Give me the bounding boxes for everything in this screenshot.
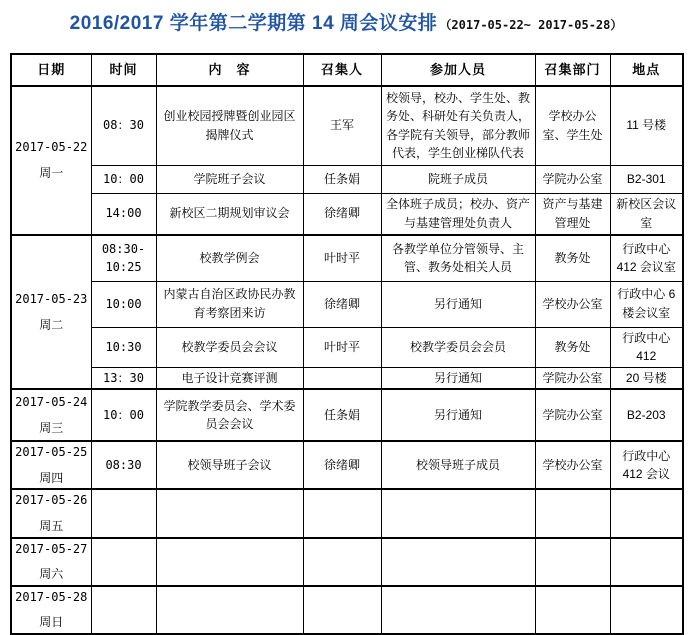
department-cell bbox=[535, 586, 610, 634]
convener-cell: 徐绪卿 bbox=[303, 441, 381, 489]
participants-cell: 全体班子成员；校办、资产与基建管理处负责人 bbox=[381, 193, 535, 235]
date-text: 2017-05-28 bbox=[15, 589, 88, 604]
weekday-text: 周五 bbox=[39, 519, 64, 534]
time-cell: 08:30-10:25 bbox=[91, 235, 156, 281]
table-row bbox=[11, 327, 683, 367]
location-cell: 新校区会议室 bbox=[610, 193, 683, 235]
participants-cell: 校教学委员会会员 bbox=[381, 327, 535, 367]
convener-cell bbox=[303, 586, 381, 634]
col-header-time: 时间 bbox=[91, 54, 156, 86]
time-cell bbox=[91, 586, 156, 634]
location-cell: B2-203 bbox=[610, 389, 683, 441]
content-cell: 创业校园授牌暨创业园区揭牌仪式 bbox=[156, 86, 303, 165]
participants-cell: 校领导班子成员 bbox=[381, 441, 535, 489]
table-row bbox=[11, 281, 683, 327]
department-cell: 教务处 bbox=[535, 327, 610, 367]
date-cell bbox=[11, 235, 91, 389]
date-text: 2017-05-23 bbox=[15, 292, 88, 307]
department-cell: 学校办公室、学生处 bbox=[535, 86, 610, 165]
table-row bbox=[11, 489, 683, 537]
time-cell: 10:00 bbox=[91, 281, 156, 327]
time-cell: 10：00 bbox=[91, 389, 156, 441]
participants-cell: 校领导，校办、学生处、教务处、科研处有关负责人，各学院有关领导，部分教师代表，学生创业梯队代表 bbox=[381, 86, 535, 165]
time-cell: 10：00 bbox=[91, 165, 156, 193]
table-row bbox=[11, 165, 683, 193]
participants-cell bbox=[381, 586, 535, 634]
date-cell bbox=[11, 86, 91, 235]
department-cell bbox=[535, 538, 610, 586]
content-cell: 校领导班子会议 bbox=[156, 441, 303, 489]
date-cell bbox=[11, 389, 91, 441]
department-cell: 学校办公室 bbox=[535, 281, 610, 327]
convener-cell: 叶时平 bbox=[303, 235, 381, 281]
content-cell bbox=[156, 538, 303, 586]
participants-cell: 另行通知 bbox=[381, 367, 535, 389]
col-header-date: 日期 bbox=[11, 54, 91, 86]
convener-cell: 叶时平 bbox=[303, 327, 381, 367]
participants-cell: 另行通知 bbox=[381, 281, 535, 327]
content-cell bbox=[156, 586, 303, 634]
content-cell: 新校区二期规划审议会 bbox=[156, 193, 303, 235]
weekday-text: 周三 bbox=[39, 420, 64, 435]
participants-cell bbox=[381, 489, 535, 537]
convener-cell: 任条娟 bbox=[303, 389, 381, 441]
weekday-text: 周六 bbox=[39, 567, 64, 582]
convener-cell: 任条娟 bbox=[303, 165, 381, 193]
location-cell: 20 号楼 bbox=[610, 367, 683, 389]
location-cell: 行政中心 412 会议 bbox=[610, 441, 683, 489]
table-row bbox=[11, 86, 683, 165]
participants-cell: 另行通知 bbox=[381, 389, 535, 441]
date-text: 2017-05-25 bbox=[15, 445, 88, 460]
content-cell: 内蒙古自治区政协民办教育考察团来访 bbox=[156, 281, 303, 327]
time-cell: 14:00 bbox=[91, 193, 156, 235]
time-cell: 13：30 bbox=[91, 367, 156, 389]
table-row bbox=[11, 441, 683, 489]
table-row bbox=[11, 367, 683, 389]
location-cell: 行政中心 412 bbox=[610, 327, 683, 367]
header-row bbox=[11, 54, 683, 86]
department-cell: 学院办公室 bbox=[535, 165, 610, 193]
time-cell bbox=[91, 489, 156, 537]
location-cell bbox=[610, 489, 683, 537]
weekday-text: 周二 bbox=[39, 317, 64, 332]
col-header-content: 内 容 bbox=[156, 54, 303, 86]
col-header-department: 召集部门 bbox=[535, 54, 610, 86]
col-header-participants: 参加人员 bbox=[381, 54, 535, 86]
date-cell bbox=[11, 489, 91, 537]
time-cell: 10:30 bbox=[91, 327, 156, 367]
convener-cell: 王军 bbox=[303, 86, 381, 165]
table-row bbox=[11, 193, 683, 235]
content-cell: 学院班子会议 bbox=[156, 165, 303, 193]
title-date-range: （2017-05-22~ 2017-05-28） bbox=[439, 18, 623, 32]
department-cell: 学院办公室 bbox=[535, 389, 610, 441]
participants-cell: 各教学单位分管领导、主管、教务处相关人员 bbox=[381, 235, 535, 281]
participants-cell: 院班子成员 bbox=[381, 165, 535, 193]
department-cell: 学院办公室 bbox=[535, 367, 610, 389]
department-cell: 学校办公室 bbox=[535, 441, 610, 489]
time-cell: 08：30 bbox=[91, 86, 156, 165]
time-cell bbox=[91, 538, 156, 586]
convener-cell bbox=[303, 367, 381, 389]
convener-cell bbox=[303, 538, 381, 586]
participants-cell bbox=[381, 538, 535, 586]
table-row bbox=[11, 538, 683, 586]
date-text: 2017-05-27 bbox=[15, 541, 88, 556]
content-cell: 校教学委员会会议 bbox=[156, 327, 303, 367]
time-cell: 08:30 bbox=[91, 441, 156, 489]
convener-cell: 徐绪卿 bbox=[303, 281, 381, 327]
table-row bbox=[11, 235, 683, 281]
title-main-text: 2016/2017 学年第二学期第 14 周会议安排 bbox=[69, 13, 438, 34]
location-cell: 行政中心 6 楼会议室 bbox=[610, 281, 683, 327]
location-cell: 行政中心 412 会议室 bbox=[610, 235, 683, 281]
table-row bbox=[11, 389, 683, 441]
date-cell bbox=[11, 586, 91, 634]
date-text: 2017-05-24 bbox=[15, 395, 88, 410]
department-cell bbox=[535, 489, 610, 537]
location-cell: B2-301 bbox=[610, 165, 683, 193]
table-row bbox=[11, 586, 683, 634]
content-cell: 校教学例会 bbox=[156, 235, 303, 281]
date-cell bbox=[11, 441, 91, 489]
convener-cell bbox=[303, 489, 381, 537]
meeting-schedule-table bbox=[10, 53, 684, 635]
weekday-text: 周一 bbox=[39, 166, 64, 180]
col-header-location: 地点 bbox=[610, 54, 683, 86]
date-text: 2017-05-22 bbox=[15, 140, 88, 155]
content-cell bbox=[156, 489, 303, 537]
col-header-convener: 召集人 bbox=[303, 54, 381, 86]
department-cell: 资产与基建管理处 bbox=[535, 193, 610, 235]
content-cell: 学院教学委员会、学术委员会会议 bbox=[156, 389, 303, 441]
department-cell: 教务处 bbox=[535, 235, 610, 281]
convener-cell: 徐绪卿 bbox=[303, 193, 381, 235]
weekday-text: 周四 bbox=[39, 470, 64, 485]
weekday-text: 周日 bbox=[39, 615, 64, 630]
date-text: 2017-05-26 bbox=[15, 493, 88, 508]
location-cell bbox=[610, 538, 683, 586]
page-title bbox=[0, 0, 692, 48]
content-cell: 电子设计竞赛评测 bbox=[156, 367, 303, 389]
location-cell bbox=[610, 586, 683, 634]
date-cell bbox=[11, 538, 91, 586]
location-cell: 11 号楼 bbox=[610, 86, 683, 165]
